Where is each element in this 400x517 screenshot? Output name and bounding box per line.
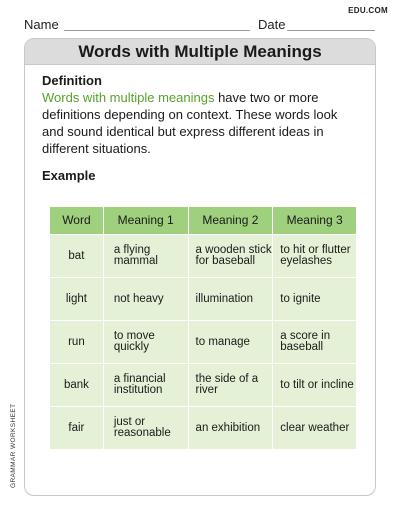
table-row <box>50 407 356 449</box>
worksheet-title: Words with Multiple Meanings <box>78 41 322 61</box>
table-header-row <box>50 207 356 234</box>
word-cell: fair <box>50 407 103 449</box>
title-bar <box>25 39 375 65</box>
header-cell: Word <box>50 207 103 234</box>
meanings-table <box>50 207 356 450</box>
meaning-cell: illumination <box>189 278 273 320</box>
word-cell: bank <box>50 364 103 406</box>
meaning-cell: to move quickly <box>104 321 188 363</box>
meaning-cell: a financial institution <box>104 364 188 406</box>
meaning-cell: not heavy <box>104 278 188 320</box>
meaning-cell: just or reasonable <box>104 407 188 449</box>
name-line <box>64 30 250 31</box>
meaning-cell: a wooden stick for baseball <box>189 235 273 277</box>
date-label: Date <box>258 17 286 32</box>
brand-logo: EDU.COM <box>348 6 388 15</box>
meaning-cell: clear weather <box>273 407 356 449</box>
table-row <box>50 321 356 363</box>
table-row <box>50 364 356 406</box>
name-label: Name <box>24 17 59 32</box>
example-heading: Example <box>42 168 96 183</box>
word-cell: run <box>50 321 103 363</box>
meaning-cell: an exhibition <box>189 407 273 449</box>
side-label: GRAMMAR WORKSHEET <box>10 403 17 488</box>
meaning-cell: to tilt or incline <box>273 364 356 406</box>
date-line <box>287 30 375 31</box>
definition-text <box>42 89 362 157</box>
meaning-cell: a flying mammal <box>104 235 188 277</box>
meaning-cell: a score in baseball <box>273 321 356 363</box>
header-cell: Meaning 2 <box>189 207 273 234</box>
meaning-cell: to ignite <box>273 278 356 320</box>
meaning-cell: to hit or flutter eyelashes <box>273 235 356 277</box>
table-row <box>50 235 356 277</box>
definition-body: have two or more definitions depending on context. These words look and sound identical but express different ideas in different situations. <box>42 90 338 156</box>
word-cell: light <box>50 278 103 320</box>
header-cell: Meaning 1 <box>104 207 188 234</box>
definition-heading: Definition <box>42 73 102 88</box>
meaning-cell: the side of a river <box>189 364 273 406</box>
table-row <box>50 278 356 320</box>
word-cell: bat <box>50 235 103 277</box>
definition-term: Words with multiple meanings <box>42 90 215 105</box>
meaning-cell: to manage <box>189 321 273 363</box>
header-cell: Meaning 3 <box>273 207 356 234</box>
worksheet-card <box>24 38 376 496</box>
